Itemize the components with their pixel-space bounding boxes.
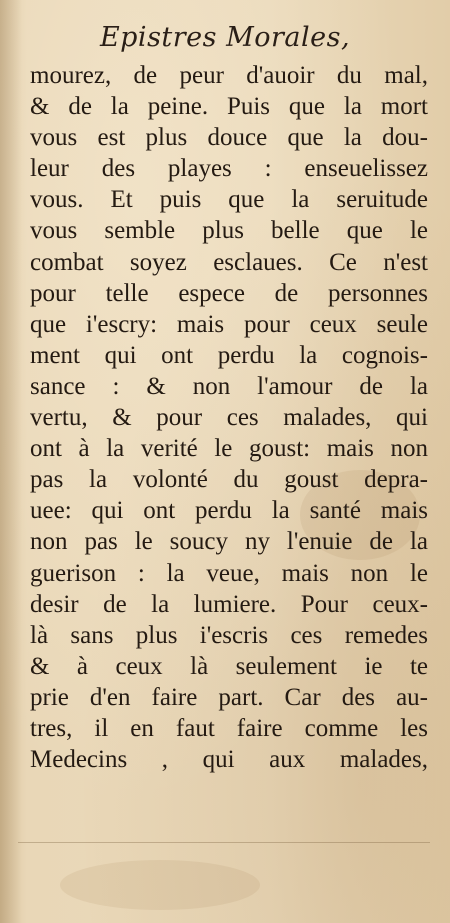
body-text [30, 60, 428, 775]
text-line: & à ceux là seulement ie te [30, 652, 428, 680]
page-gutter-shadow [0, 0, 22, 923]
text-line: combat soyez esclaues. Ce n'est [30, 248, 428, 276]
text-line: pour telle espece de personnes [30, 279, 428, 307]
text-line: ment qui ont perdu la cognois- [30, 341, 428, 369]
text-line: que i'escry: mais pour ceux seule [30, 310, 428, 338]
text-line: vertu, & pour ces malades, qui [30, 404, 428, 432]
text-line: prie d'en faire part. Car des au- [30, 683, 428, 711]
text-line: vous est plus douce que la dou- [30, 124, 428, 152]
text-line: pas la volonté du goust depra- [30, 466, 428, 494]
text-line: sance : & non l'amour de la [30, 372, 428, 400]
running-head: Epistres Morales, [99, 22, 351, 53]
text-line: desir de la lumiere. Pour ceux- [30, 590, 428, 618]
text-line: mourez, de peur d'auoir du mal, [30, 62, 428, 89]
text-line: non pas le soucy ny l'enuie de la [30, 528, 428, 556]
text-line: & de la peine. Puis que la mort [30, 93, 428, 121]
text-line: là sans plus i'escris ces remedes [30, 621, 428, 649]
text-line: leur des playes : enseuelissez [30, 155, 428, 183]
text-line: vous. Et puis que la seruitude [30, 186, 428, 214]
text-line: vous semble plus belle que le [30, 217, 428, 245]
paper-stain [60, 860, 260, 910]
text-line: uee: qui ont perdu la santé mais [30, 497, 428, 525]
text-line: guerison : la veue, mais non le [30, 559, 428, 587]
page-bottom-edge [18, 842, 430, 843]
text-line: tres, il en faut faire comme les [30, 714, 428, 742]
text-line: Medecins , qui aux malades, [30, 746, 428, 774]
text-line: ont à la verité le goust: mais non [30, 435, 428, 463]
